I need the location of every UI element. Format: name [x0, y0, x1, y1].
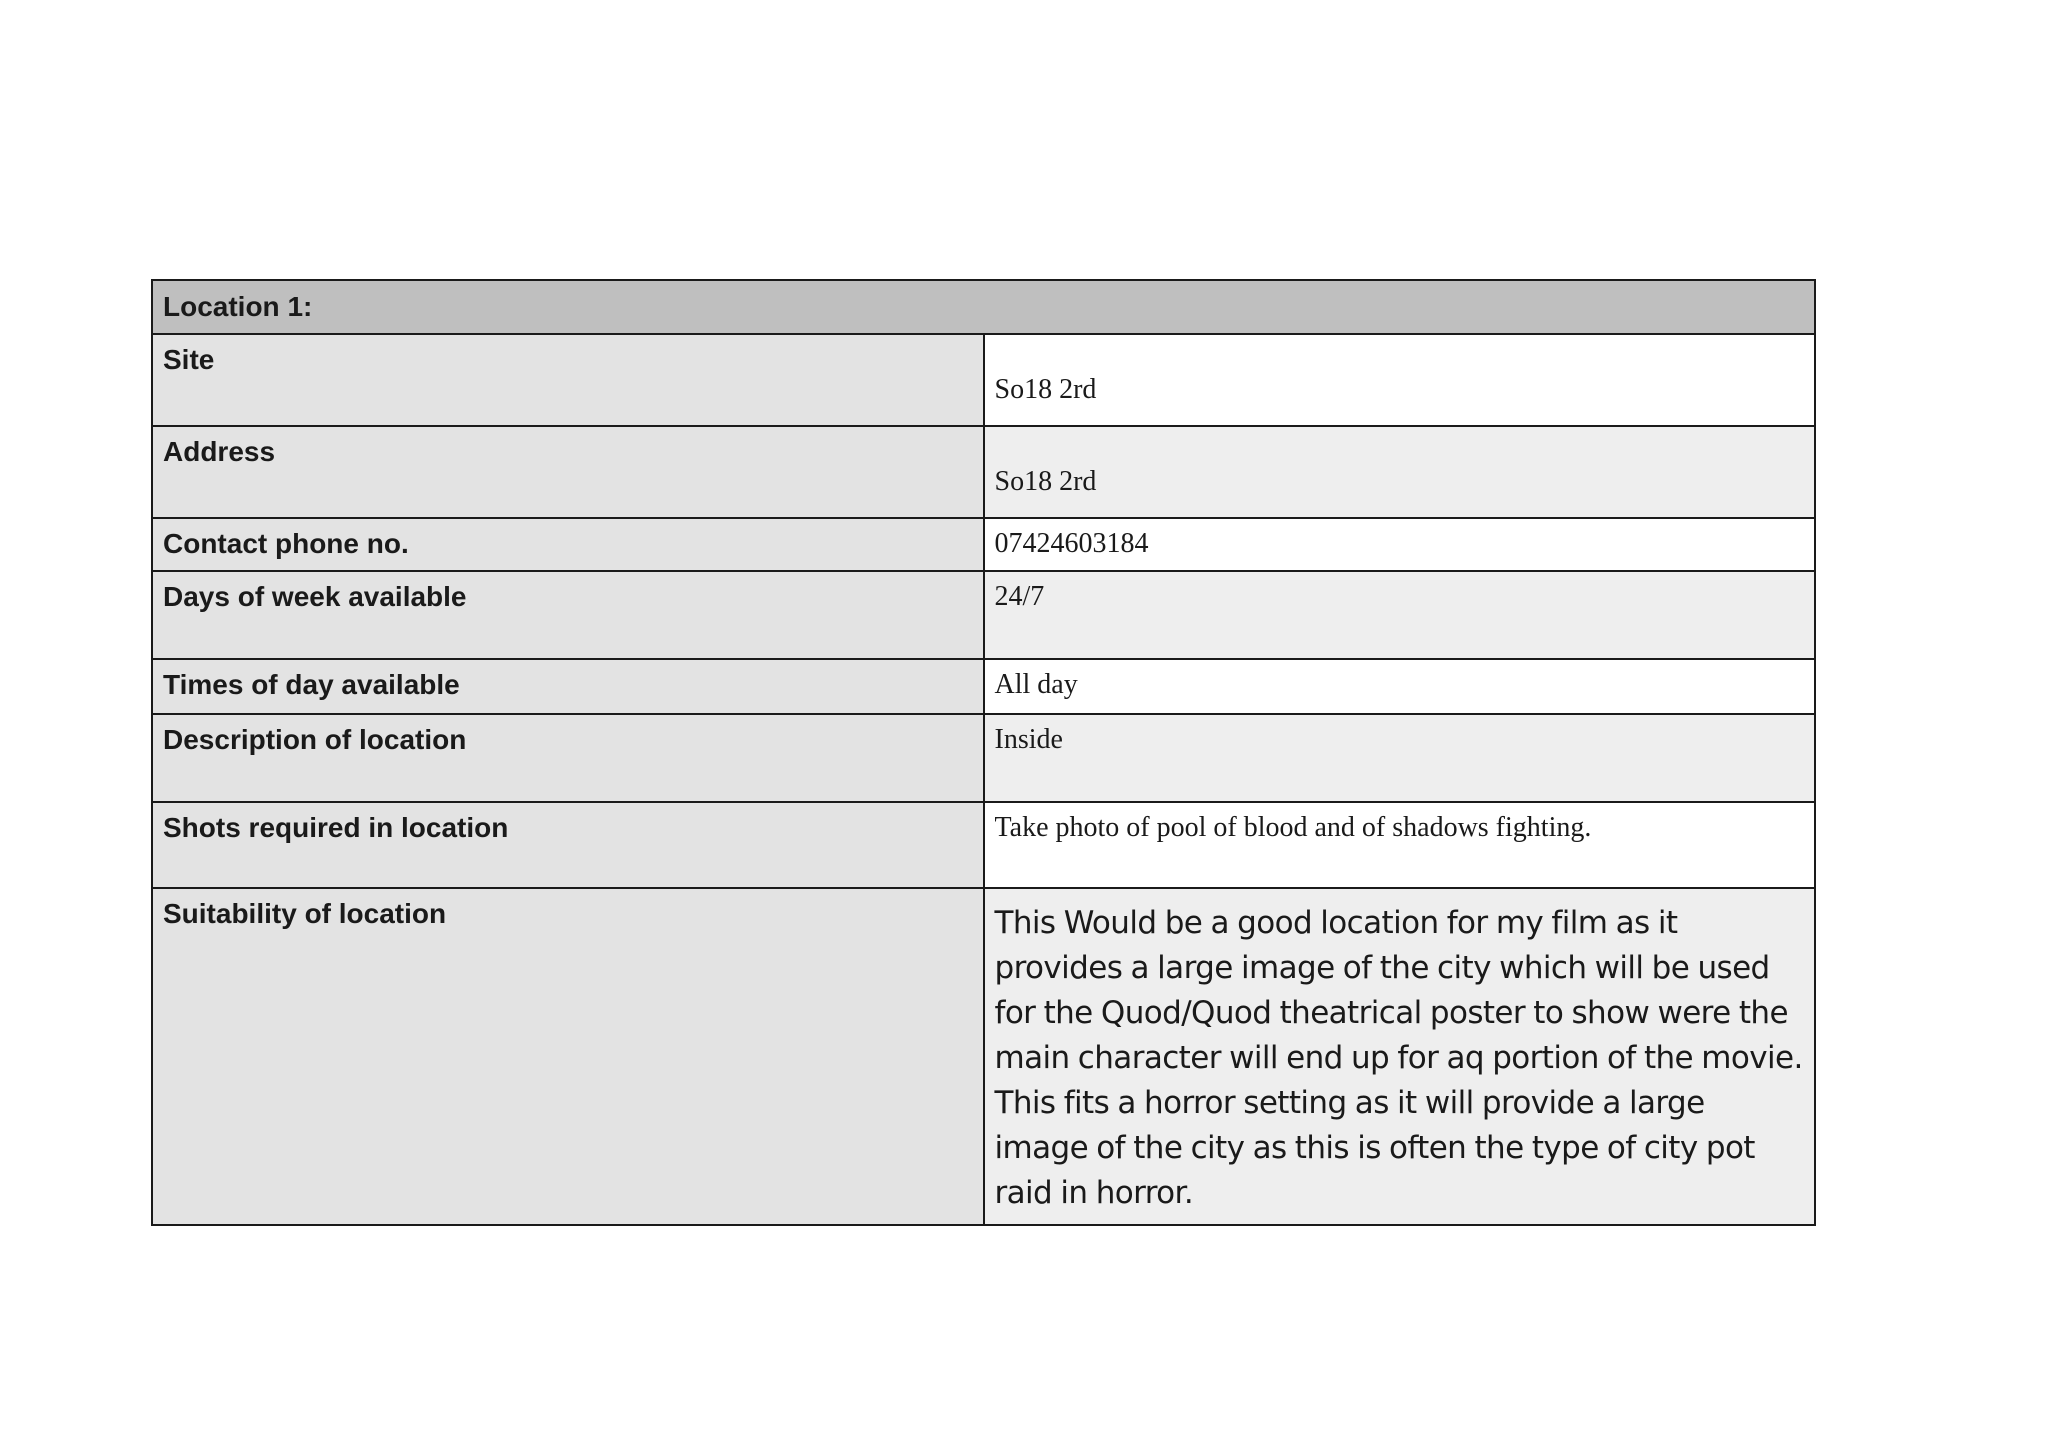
contact-phone-label: Contact phone no.: [152, 518, 984, 571]
days-available-value: 24/7: [984, 571, 1816, 659]
location-title: Location 1:: [152, 280, 1815, 334]
contact-phone-value: 07424603184: [984, 518, 1816, 571]
site-value-cell: [984, 334, 1816, 426]
shots-required-value: Take photo of pool of blood and of shadows fighting.: [984, 802, 1816, 888]
description-label: Description of location: [152, 714, 984, 802]
description-value: Inside: [984, 714, 1816, 802]
suitability-value: This Would be a good location for my film as it provides a large image of the city which will be used for the Quod/Quod theatrical poster to show were the main character will end up for aq portion of the movie. This fits a horror setting as it will provide a large image of the city as this is often the type of city pot raid in horror.: [984, 888, 1816, 1225]
days-available-label: Days of week available: [152, 571, 984, 659]
shots-required-label: Shots required in location: [152, 802, 984, 888]
times-available-value: All day: [984, 659, 1816, 714]
row-times-available: [152, 659, 1815, 714]
row-description: [152, 714, 1815, 802]
address-label: Address: [152, 426, 984, 518]
suitability-label: Suitability of location: [152, 888, 984, 1225]
row-address: [152, 426, 1815, 518]
table-header-row: [152, 280, 1815, 334]
location-table: [151, 279, 1816, 1226]
row-suitability: [152, 888, 1815, 1225]
address-value-cell: [984, 426, 1816, 518]
row-shots-required: [152, 802, 1815, 888]
row-days-available: [152, 571, 1815, 659]
row-site: [152, 334, 1815, 426]
site-value: So18 2rd: [994, 374, 1097, 405]
row-contact-phone: [152, 518, 1815, 571]
times-available-label: Times of day available: [152, 659, 984, 714]
address-value: So18 2rd: [994, 466, 1097, 497]
site-label: Site: [152, 334, 984, 426]
